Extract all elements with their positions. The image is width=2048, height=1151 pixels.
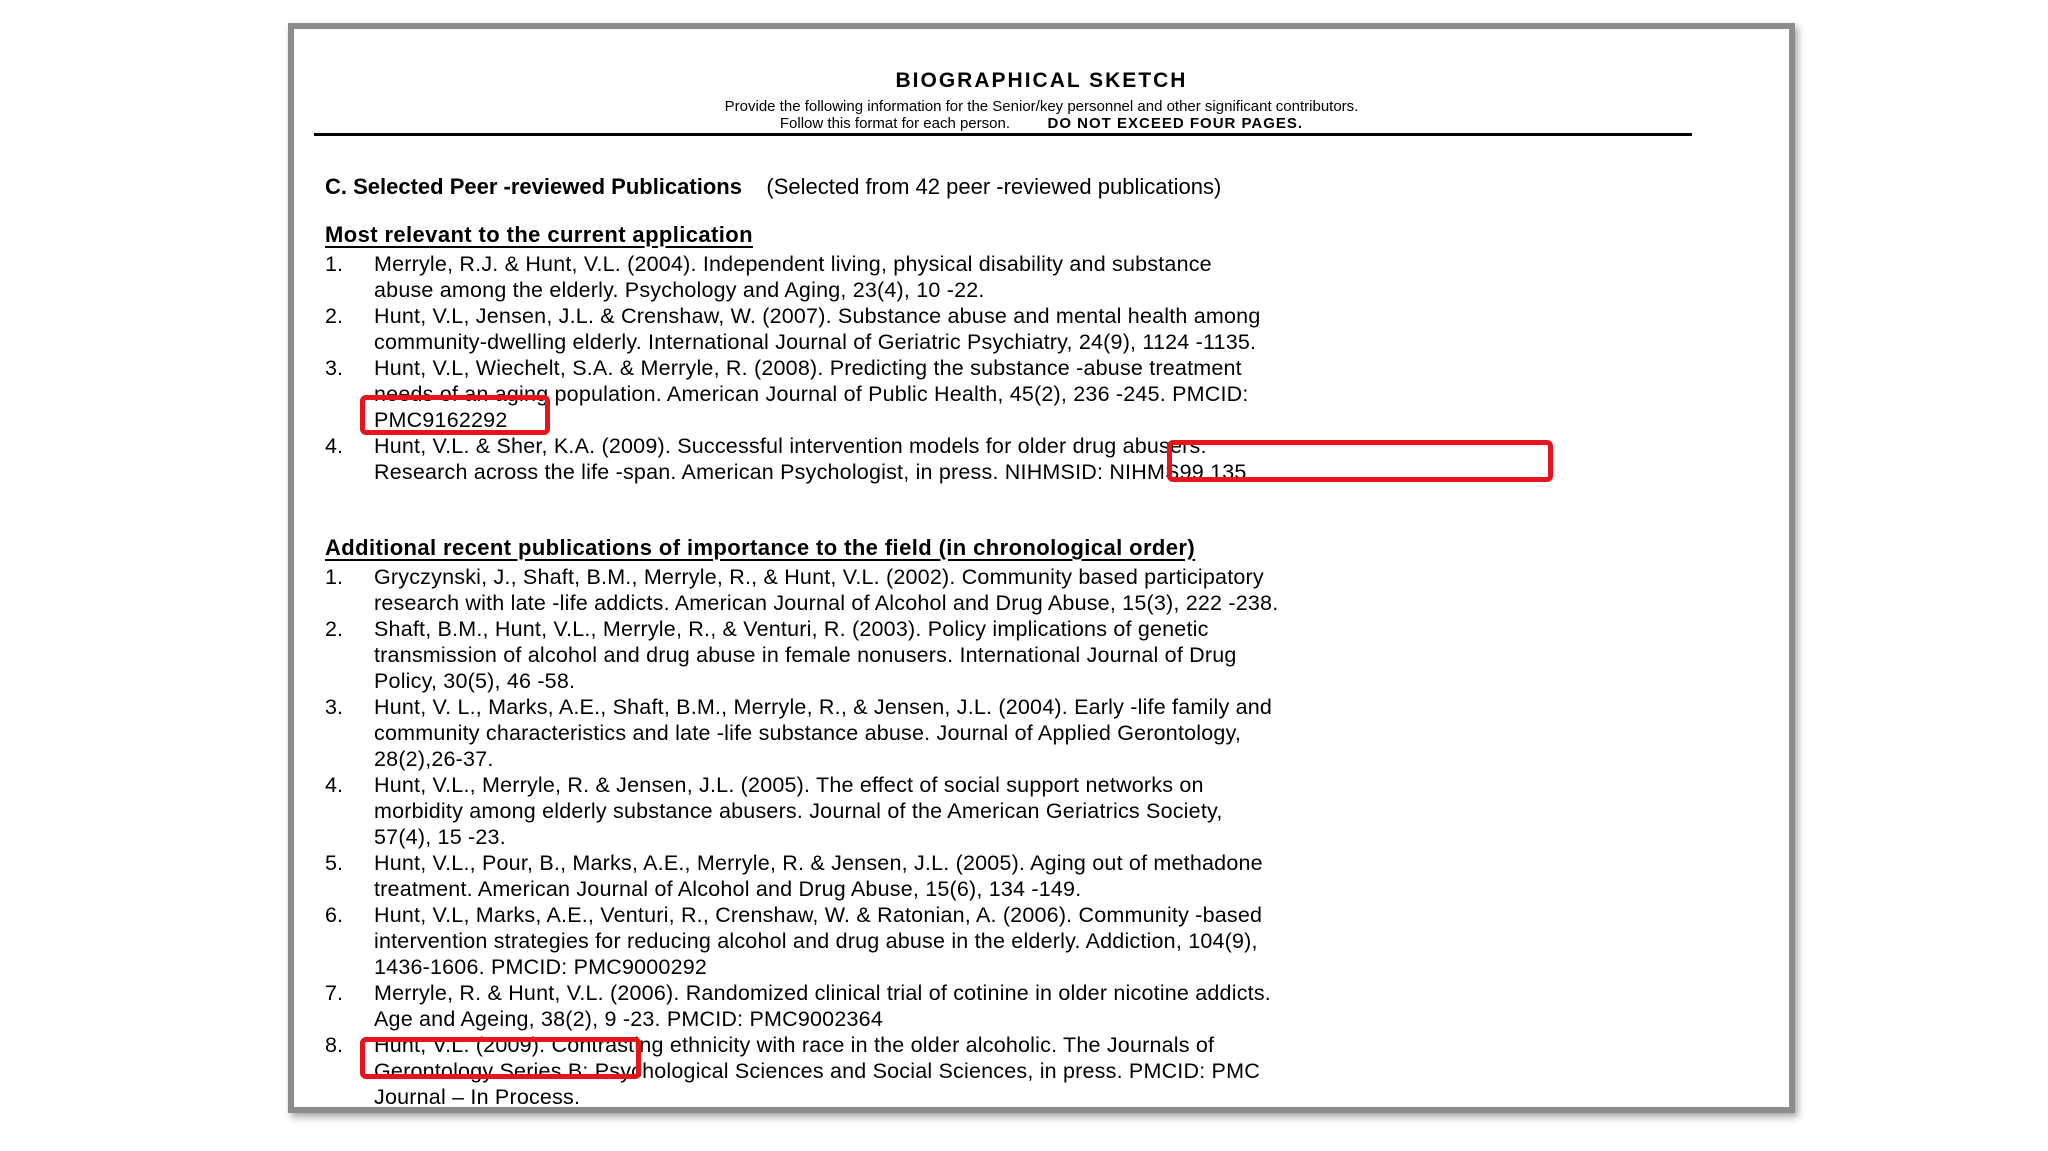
publication-number: 4. [325, 434, 343, 458]
publication-citation-line: Hunt, V.L, Jensen, J.L. & Crenshaw, W. (2007). Substance abuse and mental health among [374, 304, 1261, 328]
publication-number: 2. [325, 304, 343, 328]
publication-citation-line: abuse among the elderly. Psychology and Aging, 23(4), 10 -22. [374, 278, 985, 302]
publication-citation-line: Hunt, V.L. (2009). Contrasting ethnicity with race in the older alcoholic. The Journals of [374, 1033, 1215, 1057]
highlight-box-journal-in-process [360, 1037, 641, 1079]
publication-citation-line: Hunt, V. L., Marks, A.E., Shaft, B.M., Merryle, R., & Jensen, J.L. (2004). Early -life family and [374, 695, 1273, 719]
publication-citation-line: Hunt, V.L., Merryle, R. & Jensen, J.L. (2005). The effect of social support networks on [374, 773, 1204, 797]
publication-citation-line: Age and Ageing, 38(2), 9 -23. PMCID: PMC9002364 [374, 1007, 883, 1031]
publication-citation-line: Policy, 30(5), 46 -58. [374, 669, 576, 693]
publication-citation-line: Shaft, B.M., Hunt, V.L., Merryle, R., & Venturi, R. (2003). Policy implications of genetic [374, 617, 1209, 641]
publication-citation-line: Hunt, V.L, Marks, A.E., Venturi, R., Crenshaw, W. & Ratonian, A. (2006). Community -based [374, 903, 1263, 927]
publication-number: 4. [325, 773, 343, 797]
publication-number: 3. [325, 695, 343, 719]
publication-citation-line: transmission of alcohol and drug abuse in female nonusers. International Journal of Drug [374, 643, 1237, 667]
group-heading: Additional recent publications of importance to the field (in chronological order) [325, 535, 1196, 560]
publication-citation-line: Journal – In Process. [374, 1085, 581, 1109]
publication-number: 3. [325, 356, 343, 380]
publication-number: 1. [325, 565, 343, 589]
section-heading-title: C. Selected Peer -reviewed Publications [325, 174, 742, 199]
publication-citation-line: Merryle, R. & Hunt, V.L. (2006). Randomized clinical trial of cotinine in older nicotine addicts. [374, 981, 1271, 1005]
publication-number: 7. [325, 981, 343, 1005]
publication-citation-line: research with late -life addicts. American Journal of Alcohol and Drug Abuse, 15(3), 222 -238. [374, 591, 1279, 615]
publication-number: 1. [325, 252, 343, 276]
publication-citation-line: Gerontology Series B: Psychological Sciences and Social Sciences, in press. PMCID: PMC [374, 1059, 1260, 1083]
publication-citation-line: community characteristics and late -life substance abuse. Journal of Applied Gerontology, [374, 721, 1242, 745]
instruction-line-2-text: Follow this format for each person. [779, 115, 1010, 132]
publication-citation-line: Gryczynski, J., Shaft, B.M., Merryle, R., & Hunt, V.L. (2002). Community based participatory [374, 565, 1264, 589]
section-heading-note: (Selected from 42 peer -reviewed publications) [766, 174, 1222, 199]
group-heading: Most relevant to the current application [325, 222, 753, 247]
instruction-line-1: Provide the following information for the Senior/key personnel and other significant contributors. [724, 98, 1359, 115]
publication-citation-line: Research across the life -span. American Psychologist, in press. NIHMSID: NIHMS99 135 [374, 460, 1247, 484]
publication-citation-line: needs of an aging population. American Journal of Public Health, 45(2), 236 -245. PMCID: [374, 382, 1249, 406]
publication-citation-line: community-dwelling elderly. International Journal of Geriatric Psychiatry, 24(9), 1124 -1135. [374, 330, 1257, 354]
publication-citation-line: PMC9162292 [374, 408, 508, 432]
publication-citation-line: Hunt, V.L., Pour, B., Marks, A.E., Merryle, R. & Jensen, J.L. (2005). Aging out of methadone [374, 851, 1263, 875]
publication-citation-line: intervention strategies for reducing alcohol and drug abuse in the elderly. Addiction, 104(9), [374, 929, 1258, 953]
highlight-box-nihmsid [1167, 440, 1553, 482]
page-limit-notice: DO NOT EXCEED FOUR PAGES. [1047, 115, 1304, 132]
publication-citation-line: 28(2),26-37. [374, 747, 494, 771]
publication-number: 6. [325, 903, 343, 927]
publication-citation-line: Merryle, R.J. & Hunt, V.L. (2004). Independent living, physical disability and substance [374, 252, 1212, 276]
instruction-line-2 [294, 115, 1789, 132]
publication-number: 8. [325, 1033, 343, 1057]
publication-citation-line: morbidity among elderly substance abusers. Journal of the American Geriatrics Society, [374, 799, 1223, 823]
publication-citation-line: treatment. American Journal of Alcohol and Drug Abuse, 15(6), 134 -149. [374, 877, 1082, 901]
publication-citation-line: 57(4), 15 -23. [374, 825, 506, 849]
section-heading [325, 174, 1221, 200]
header-divider [314, 133, 1692, 136]
publication-citation-line: Hunt, V.L. & Sher, K.A. (2009). Successful intervention models for older drug abusers: [374, 434, 1207, 458]
document-title: BIOGRAPHICAL SKETCH [895, 69, 1188, 92]
publication-number: 2. [325, 617, 343, 641]
highlight-box-pmcid [360, 395, 550, 435]
document-page [288, 23, 1795, 1113]
publication-citation-line: Hunt, V.L, Wiechelt, S.A. & Merryle, R. (2008). Predicting the substance -abuse treatment [374, 356, 1242, 380]
publication-citation-line: 1436-1606. PMCID: PMC9000292 [374, 955, 708, 979]
publication-number: 5. [325, 851, 343, 875]
